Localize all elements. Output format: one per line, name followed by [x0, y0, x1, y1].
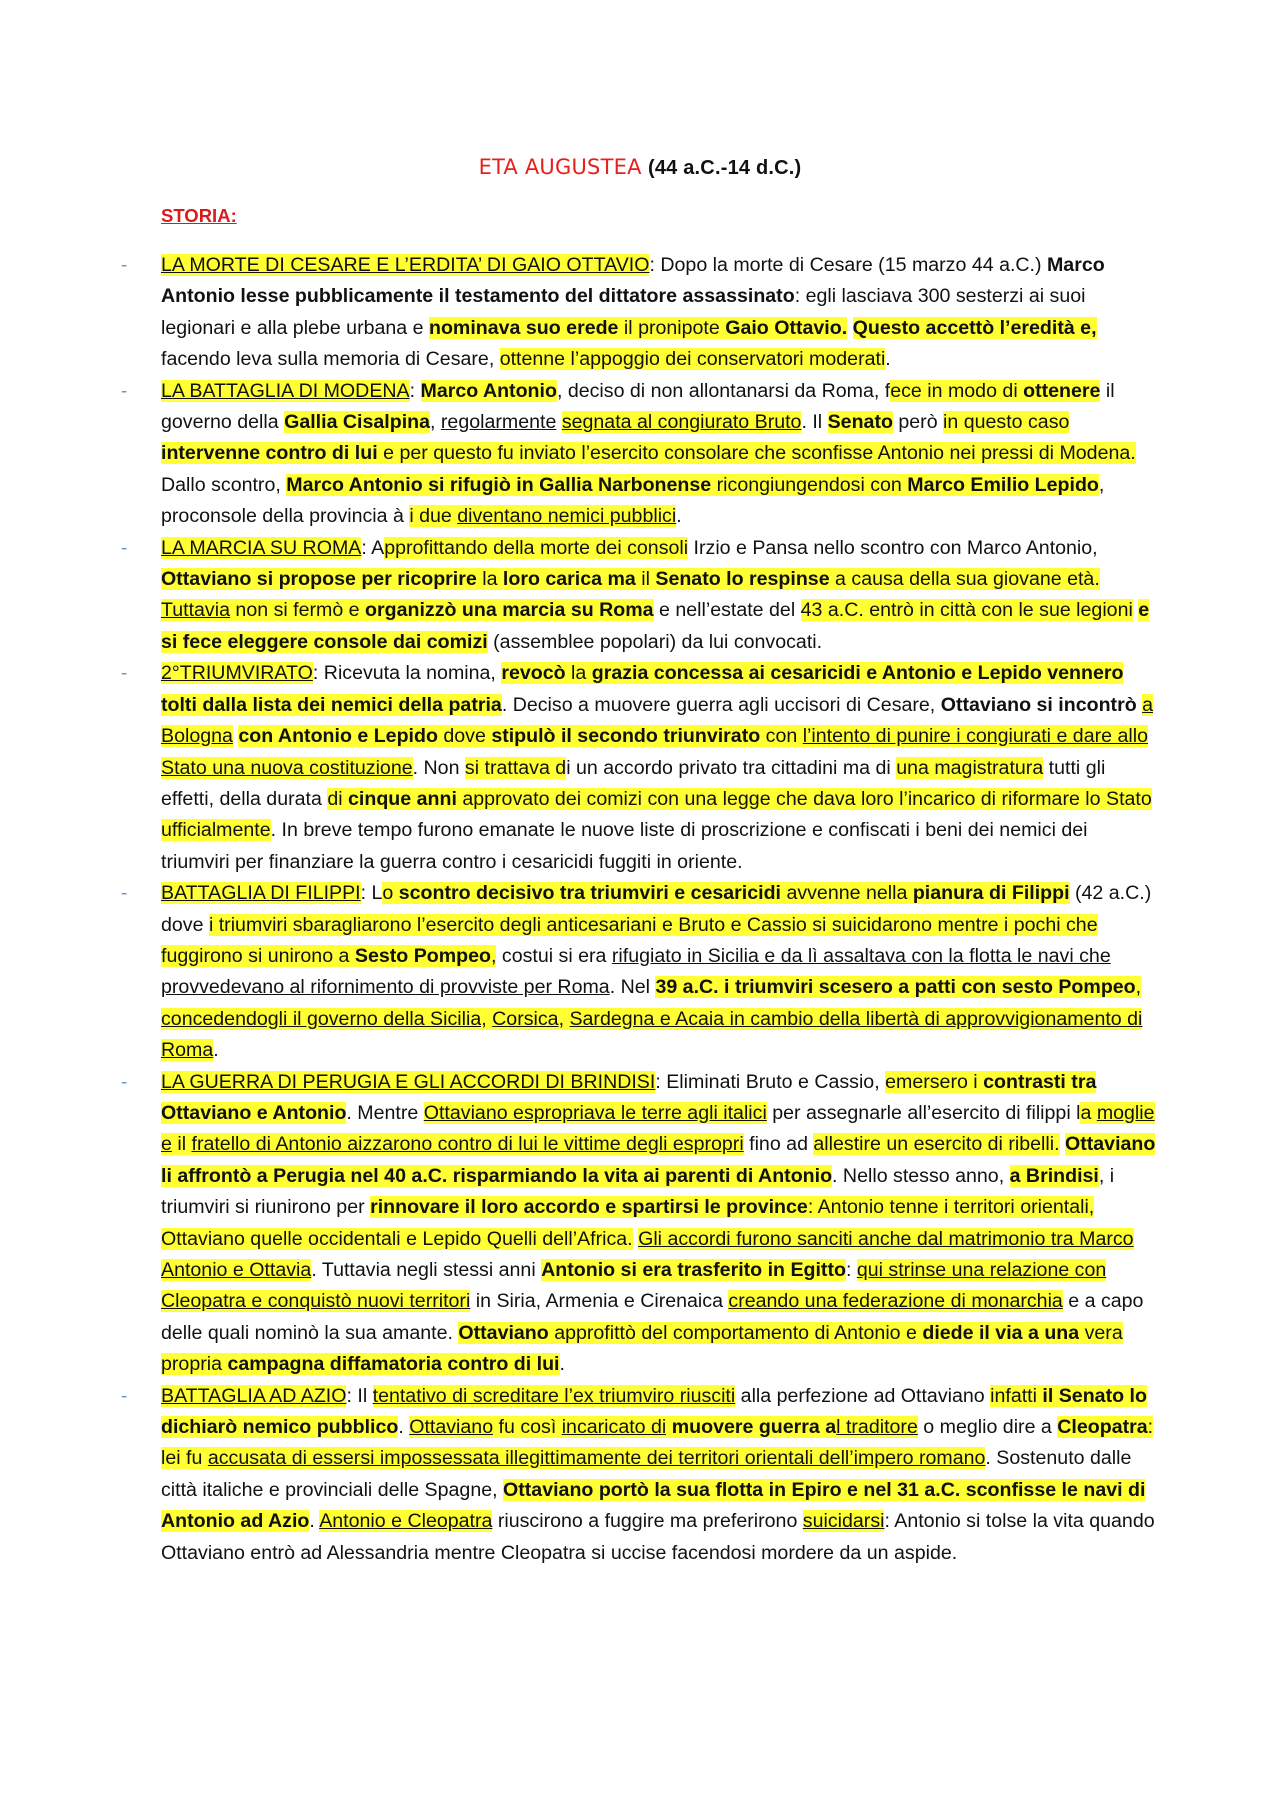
text-segment: scontro decisivo tra triumviri e cesaricidi	[398, 882, 781, 905]
text-segment: rifugiato in Sicilia e da lì assaltava con la flotta le navi che provvedevano al rifornimento di provviste per Roma	[161, 944, 1111, 999]
list-item	[121, 1067, 1161, 1381]
text-segment	[847, 317, 852, 339]
text-segment: Cleopatra	[1057, 1416, 1148, 1439]
text-segment: fratello di Antonio aizzarono contro di lui le vittime degli espropri	[191, 1133, 744, 1156]
text-segment: . Deciso a muovere guerra agli uccisori di Cesare,	[501, 693, 941, 716]
text-segment: rinnovare il loro accordo e spartirsi le province	[370, 1196, 808, 1219]
bullet-dash: -	[121, 537, 128, 559]
text-segment: o	[382, 882, 399, 905]
item-heading: LA BATTAGLIA DI MODENA	[161, 379, 410, 402]
text-segment: approfittò del comportamento di Antonio e	[548, 1321, 923, 1344]
text-segment: Ottaviano	[458, 1321, 549, 1344]
text-segment: con Antonio e Lepido	[238, 725, 438, 748]
text-segment: tutti gli effetti, della durata	[161, 756, 1106, 810]
text-segment: creando una federazione di monarchia	[728, 1290, 1063, 1313]
text-segment: l traditore	[836, 1416, 918, 1439]
text-segment: costui si era	[496, 944, 612, 967]
bullet-dash: -	[121, 255, 128, 276]
text-segment: vera propria	[161, 1321, 1123, 1376]
item-heading: LA MORTE DI CESARE E L’ERDITA’ DI GAIO OTTAVIO	[161, 254, 650, 276]
text-segment: Marco Antonio lesse pubblicamente il testamento del dittatore assassinato	[161, 254, 1105, 308]
text-segment: : Antonio tenne i territori orientali, Ottaviano quelle occidentali e Lepido Quelli dell’Africa.	[161, 1196, 1095, 1250]
text-segment: : Antonio si tolse la vita quando Ottaviano entrò ad Alessandria mentre Cleopatra si uccise facendosi mordere da un aspide.	[161, 1510, 1155, 1564]
heading-colon: :	[230, 205, 237, 226]
title-dates: (44 a.C.-14 d.C.)	[647, 157, 802, 179]
text-segment	[666, 1416, 671, 1438]
text-segment: incaricato di	[561, 1416, 667, 1439]
text-segment: cinque anni	[348, 787, 457, 810]
text-segment: .	[559, 1353, 565, 1376]
text-segment: ,	[491, 944, 497, 967]
text-segment: . Tuttavia negli stessi anni	[311, 1259, 542, 1281]
text-segment: : A	[361, 536, 385, 559]
list-item	[121, 658, 1161, 878]
text-segment: il pronipote	[618, 316, 726, 339]
page-title	[0, 154, 1280, 180]
text-segment: : Eliminati Bruto e Cassio,	[655, 1070, 886, 1093]
text-segment: : Il	[346, 1384, 373, 1407]
text-segment: Antonio e Cleopatra	[319, 1510, 493, 1533]
text-segment: .	[398, 1416, 410, 1439]
list-item	[121, 376, 1161, 533]
bullet-dash: -	[121, 1385, 128, 1407]
text-segment: Marco Antonio	[420, 379, 557, 402]
text-segment: il	[635, 568, 656, 591]
text-segment: il Senato lo dichiarò nemico pubblico	[161, 1384, 1147, 1439]
item-heading: LA GUERRA DI PERUGIA E GLI ACCORDI DI BRINDISI	[161, 1070, 656, 1093]
text-segment: alla perfezione ad Ottaviano	[735, 1384, 991, 1407]
text-segment: fino ad	[743, 1133, 814, 1156]
text-segment: a causa della sua giovane età.	[829, 568, 1100, 591]
text-segment: Ottaviano si propose per ricoprire	[161, 568, 477, 591]
text-segment: :	[845, 1259, 857, 1281]
text-segment: suicidarsi	[802, 1510, 885, 1533]
text-segment: grazia concessa ai cesaricidi e Antonio e Lepido vennero tolti dalla lista dei nemici della patria	[161, 662, 1124, 716]
text-segment: la	[565, 662, 592, 685]
text-segment: intervenne contro di lui	[161, 442, 378, 465]
text-segment: : lei fu	[161, 1416, 1154, 1470]
text-segment: Ottaviano li affrontò a Perugia nel 40 a.C. risparmiando la vita ai parenti di Antonio	[161, 1133, 1156, 1187]
text-segment: con	[760, 725, 803, 748]
text-segment: una magistratura	[896, 756, 1044, 779]
text-segment: Ottaviano si incontrò	[940, 693, 1137, 716]
text-segment: Gli accordi furono sanciti anche dal matrimonio tra Marco Antonio e Ottavia	[161, 1227, 1134, 1281]
bullet-dash: -	[121, 380, 128, 402]
text-segment: . Sostenuto dalle città italiche e provinciali delle Spagne,	[161, 1447, 1132, 1501]
text-segment: .	[676, 505, 682, 528]
text-segment: e nell’estate del	[653, 599, 801, 622]
text-segment: fu così	[493, 1416, 562, 1439]
text-segment: e a capo delle quali nominò la sua amante.	[161, 1290, 1144, 1344]
text-segment: Antonio si era trasferito in Egitto	[541, 1259, 846, 1281]
list-item	[121, 1381, 1161, 1569]
text-segment: qui strinse una relazione con Cleopatra e conquistò nuovi territori	[161, 1259, 1107, 1313]
text-segment: Sesto Pompeo	[354, 944, 491, 967]
text-segment: e per questo fu inviato l’esercito consolare che sconfisse Antonio nei pressi di Modena.	[377, 442, 1136, 465]
text-segment: a	[1080, 1101, 1097, 1124]
text-segment: : egli lasciava 300 sesterzi ai suoi legionari e alla plebe urbana e	[161, 285, 1086, 339]
text-segment: Ottaviano	[409, 1416, 494, 1439]
text-segment: di	[327, 787, 349, 810]
text-segment: : L	[360, 882, 383, 905]
text-segment: Ottaviano espropriava le terre agli italici	[423, 1101, 767, 1124]
text-segment: moglie e	[161, 1101, 1155, 1156]
text-segment: il	[171, 1133, 192, 1156]
text-segment: .	[213, 1039, 219, 1062]
text-segment: segnata al congiurato Bruto	[561, 411, 802, 434]
text-segment: muovere guerra a	[671, 1416, 837, 1439]
text-segment: emersero i	[885, 1070, 984, 1093]
text-segment: campagna diffamatoria contro di lui	[227, 1353, 560, 1376]
text-segment: Irzio e Pansa nello scontro con Marco Antonio,	[688, 536, 1098, 559]
text-segment: Tuttavia	[161, 599, 230, 622]
list-item	[121, 533, 1161, 659]
title-main: ETA AUGUSTEA	[478, 155, 642, 179]
text-segment: . Il	[801, 411, 828, 434]
text-segment: contrasti tra Ottaviano e Antonio	[161, 1070, 1097, 1124]
text-segment: , i triumviri si riunirono per	[161, 1164, 1115, 1219]
text-segment: (42 a.C.) dove	[161, 882, 1152, 936]
text-segment: , proconsole della provincia à	[161, 473, 1105, 528]
text-segment: . Mentre	[346, 1101, 424, 1124]
text-segment: : Dopo la morte di Cesare (15 marzo 44 a.C.)	[649, 254, 1047, 276]
text-segment: .	[885, 348, 891, 371]
text-segment: e si fece eleggere console dai comizi	[161, 599, 1150, 653]
text-segment: Senato lo respinse	[655, 568, 830, 591]
text-segment: però	[892, 411, 944, 434]
text-segment: ,	[481, 1007, 493, 1030]
text-segment: a Bologna	[161, 693, 1154, 748]
text-segment: (assemblee popolari) da lui convocati.	[487, 630, 823, 653]
text-segment: stipulò il secondo triunvirato	[491, 725, 761, 748]
text-segment: 39 a.C. i triumviri scesero a patti con sesto Pompeo	[655, 976, 1136, 999]
list-item	[121, 250, 1161, 376]
heading-label: STORIA	[161, 205, 231, 226]
text-segment: Gallia Cisalpina	[284, 411, 431, 434]
text-segment: ottenne l’appoggio dei conservatori moderati	[499, 348, 886, 371]
list-item	[121, 878, 1161, 1066]
text-segment: regolarmente	[440, 411, 557, 434]
bullet-dash: -	[121, 883, 128, 905]
text-segment: Ottaviano portò la sua flotta in Epiro e nel 31 a.C. sconfisse le navi di Antonio ad Azio	[161, 1478, 1146, 1533]
text-segment: . Nel	[609, 976, 656, 999]
text-segment: Senato	[827, 411, 893, 434]
text-segment: pprofittando della morte dei consoli	[384, 536, 689, 559]
text-segment: i un accordo privato tra cittadini ma di	[566, 756, 897, 779]
text-segment: si trattava d	[464, 756, 567, 779]
text-segment: infatti	[990, 1384, 1043, 1407]
text-segment: , deciso di non allontanarsi da Roma, f	[556, 379, 891, 402]
text-segment: a Brindisi	[1009, 1164, 1099, 1187]
text-segment: facendo leva sulla memoria di Cesare,	[161, 348, 500, 371]
text-segment: non si fermò e	[229, 599, 366, 622]
text-segment: . In breve tempo furono emanate le nuove liste di proscrizione e confiscati i beni dei nemici dei triumviri per finanziare la guerra contro i cesaricidi fuggiti in oriente.	[161, 819, 1088, 873]
text-segment: nominava suo erede	[428, 316, 619, 339]
text-segment: in questo caso	[943, 411, 1070, 434]
text-segment: pianura di Filippi	[912, 882, 1070, 905]
text-segment: Corsica	[492, 1007, 559, 1030]
text-segment: : Ricevuta la nomina,	[312, 662, 502, 685]
text-segment: dove	[437, 725, 492, 748]
text-segment: allestire un esercito di ribelli.	[813, 1133, 1060, 1156]
text-segment: Marco Emilio Lepido	[907, 473, 1099, 496]
text-segment: ricongiungendosi con	[711, 473, 908, 496]
text-segment: i due	[409, 505, 458, 528]
text-segment: Gaio Ottavio.	[725, 316, 848, 339]
text-segment: ,	[1135, 976, 1142, 999]
bullet-dash: -	[121, 663, 128, 685]
text-segment: :	[409, 379, 421, 402]
bullet-list	[121, 250, 1161, 1569]
text-segment: 43 a.C. entrò in città con le sue legioni	[800, 599, 1133, 622]
text-segment: concedendogli il governo della Sicilia	[161, 1007, 482, 1030]
text-segment: tentativo di screditare l’ex triumviro riusciti	[372, 1384, 736, 1407]
text-segment: il governo della	[161, 379, 1115, 434]
bullet-dash: -	[121, 1071, 128, 1093]
text-segment: i triumviri sbaragliarono l’esercito degli anticesariani e Bruto e Cassio si suicidarono mentre i pochi che fuggirono si unirono a	[161, 913, 1098, 967]
text-segment: la	[476, 568, 503, 591]
text-segment: ,	[558, 1007, 570, 1030]
text-segment	[556, 411, 561, 433]
text-segment: revocò	[501, 662, 566, 685]
text-segment: Dallo scontro,	[161, 473, 287, 496]
text-segment: l’intento di punire i congiurati e dare allo Stato una nuova costituzione	[161, 725, 1148, 779]
text-segment: diventano nemici pubblici	[457, 505, 677, 528]
text-segment: loro carica ma	[502, 568, 636, 591]
text-segment: diede il via a una	[922, 1321, 1080, 1344]
text-segment: .	[309, 1510, 320, 1533]
text-segment: riuscirono a fuggire ma preferirono	[492, 1510, 803, 1533]
text-segment: . Non	[412, 756, 465, 779]
text-segment: Questo accettò l’eredità e,	[852, 316, 1097, 339]
text-segment: ece in modo di	[890, 379, 1024, 402]
item-heading: LA MARCIA SU ROMA	[161, 536, 362, 559]
text-segment: accusata di essersi impossessata illegittimamente dei territori orientali dell’impero romano	[207, 1447, 986, 1470]
text-segment: per assegnarle all’esercito di filippi l	[766, 1101, 1081, 1124]
text-segment: . Nello stesso anno,	[832, 1164, 1010, 1187]
text-segment: ottenere	[1023, 379, 1101, 402]
item-heading: BATTAGLIA DI FILIPPI	[161, 882, 361, 905]
text-segment: in Siria, Armenia e Cirenaica	[470, 1290, 729, 1313]
text-segment: o meglio dire a	[917, 1416, 1058, 1439]
text-segment: ,	[430, 411, 441, 434]
text-segment: Sardegna e Acaia in cambio della libertà di approvvigionamento di Roma	[161, 1007, 1143, 1062]
text-segment: approvato dei comizi con una legge che dava loro l’incarico di riformare lo Stato ufficialmente	[161, 787, 1152, 842]
item-heading: BATTAGLIA AD AZIO	[161, 1384, 347, 1407]
item-heading: 2°TRIUMVIRATO	[161, 662, 313, 685]
text-segment: organizzò una marcia su Roma	[365, 599, 654, 622]
text-segment: avvenne nella	[781, 882, 913, 905]
text-segment: Marco Antonio si rifugiò in Gallia Narbonense	[286, 473, 712, 496]
section-heading	[161, 205, 237, 227]
